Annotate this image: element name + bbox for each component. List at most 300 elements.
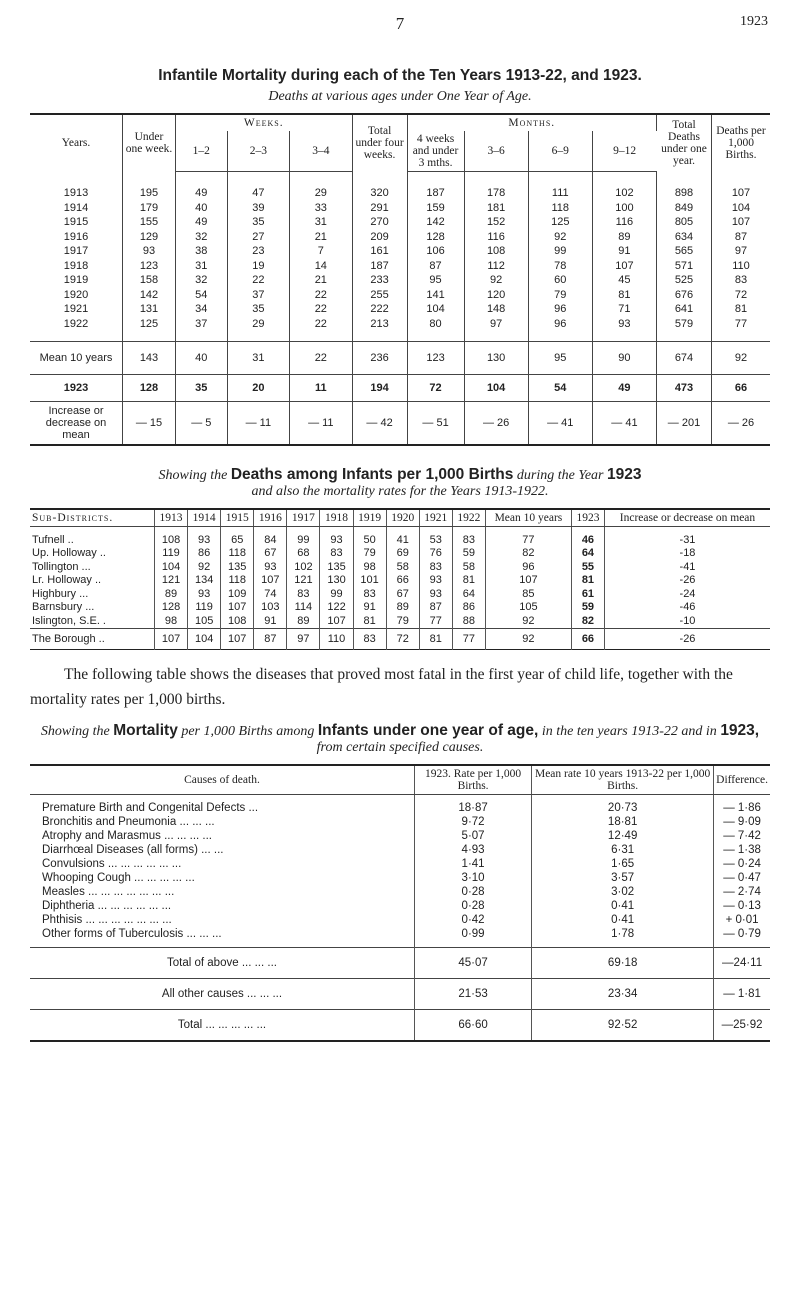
- table-cell: 4·93: [415, 843, 532, 857]
- table-cell: Tollington ...: [30, 560, 155, 574]
- table-cell: 58: [452, 560, 485, 574]
- table-cell: 134: [188, 574, 221, 588]
- table-cell: 805: [657, 215, 712, 230]
- table-row: [30, 527, 770, 547]
- table-cell: 76: [419, 547, 452, 561]
- table-cell: 38: [176, 244, 228, 259]
- col-header: 1917: [287, 509, 320, 527]
- table-cell: Atrophy and Marasmus ... ... ... ...: [30, 829, 415, 843]
- table-cell: 81: [353, 614, 386, 628]
- table-cell: — 2·74: [723, 886, 761, 898]
- table-cell: + 0·01: [725, 914, 759, 926]
- table-cell: 181: [464, 201, 528, 216]
- table-cell: 37: [176, 317, 228, 342]
- table-cell: 105: [485, 601, 571, 615]
- table-cell: 95: [528, 342, 592, 375]
- table-cell: 236: [352, 342, 407, 375]
- table-cell: 79: [353, 547, 386, 561]
- table-cell: 79: [386, 614, 419, 628]
- table-cell: 108: [464, 244, 528, 259]
- col-group-months: Months.: [407, 114, 656, 131]
- table-row: [30, 560, 770, 574]
- table-cell: 194: [352, 375, 407, 402]
- table-cell: 0·41: [532, 913, 714, 927]
- table-cell: — 9·09: [723, 816, 761, 828]
- table-cell: 105: [188, 614, 221, 628]
- table-cell: 116: [592, 215, 656, 230]
- table-cell: 93: [320, 527, 353, 547]
- table-cell: 97: [464, 317, 528, 342]
- caption-part: in the ten years 1913-22 and in: [541, 724, 717, 739]
- table-cell: 97: [734, 245, 748, 258]
- table-cell: 93: [188, 587, 221, 601]
- table-cell: 81: [571, 574, 604, 588]
- table-cell: 49: [176, 172, 228, 201]
- table-cell: Whooping Cough ... ... ... ... ...: [30, 871, 415, 885]
- table-cell: 22: [290, 317, 352, 342]
- table-cell: —25·92: [714, 1010, 770, 1042]
- table-cell: — 201: [657, 402, 712, 446]
- infantile-mortality-table: [30, 113, 770, 446]
- table-cell: 31: [176, 259, 228, 274]
- table-cell: 72: [407, 375, 464, 402]
- table-row: [30, 815, 770, 829]
- table-cell: 195: [123, 172, 176, 201]
- table-cell: 87: [407, 259, 464, 274]
- col-total-deaths: Total Deaths under one year.: [657, 114, 712, 172]
- table-cell: 68: [287, 547, 320, 561]
- table-cell: — 11: [290, 402, 352, 446]
- table-cell: 96: [528, 317, 592, 342]
- table-cell: 96: [485, 560, 571, 574]
- table-cell: 61: [571, 587, 604, 601]
- table-cell: 92: [712, 342, 771, 375]
- table-cell: 233: [352, 273, 407, 288]
- table-cell: 93: [254, 560, 287, 574]
- table-cell: 159: [407, 201, 464, 216]
- table-cell: 320: [352, 172, 407, 201]
- table-cell: 125: [123, 317, 176, 342]
- table-cell: 71: [592, 302, 656, 317]
- table-row: [30, 244, 770, 259]
- table-cell: 81: [734, 303, 748, 316]
- table-cell: 107: [731, 187, 751, 199]
- table-row: [30, 614, 770, 628]
- table-cell: — 1·81: [714, 979, 770, 1010]
- table-cell: —24·11: [714, 948, 770, 979]
- table-cell: 107: [254, 574, 287, 588]
- table-cell: 1918: [30, 259, 123, 274]
- table-cell: 78: [528, 259, 592, 274]
- table-row: [30, 857, 770, 871]
- table-cell: 98: [155, 614, 188, 628]
- table-cell: -18: [679, 547, 696, 560]
- page-number: 7: [395, 14, 405, 33]
- table-cell: 88: [452, 614, 485, 628]
- table-cell: 255: [352, 288, 407, 303]
- table-cell: 123: [407, 342, 464, 375]
- table-cell: 1913: [30, 172, 123, 201]
- table-cell: 108: [155, 527, 188, 547]
- table-cell: 21·53: [415, 979, 532, 1010]
- table-cell: 525: [657, 273, 712, 288]
- caption-part: per 1,000 Births among: [181, 724, 315, 739]
- table-cell: 82: [571, 614, 604, 628]
- col-header: 1918: [320, 509, 353, 527]
- table-cell: 0·42: [415, 913, 532, 927]
- table-cell: 77: [452, 628, 485, 650]
- table-cell: 571: [657, 259, 712, 274]
- table-row: [30, 927, 770, 948]
- caption-part: Showing the: [158, 468, 228, 483]
- table-cell: 22: [227, 273, 289, 288]
- table-cell: 80: [407, 317, 464, 342]
- intro-paragraph: The following table shows the diseases that proved most fatal in the first year of child life, together with the mortality rates per 1,000 births.: [30, 666, 733, 708]
- table-cell: 119: [155, 547, 188, 561]
- table-cell: 97: [287, 628, 320, 650]
- table-cell: 130: [464, 342, 528, 375]
- table-cell: 83: [452, 527, 485, 547]
- table-cell: 209: [352, 230, 407, 245]
- col-header: 1920: [386, 509, 419, 527]
- table-cell: 66: [386, 574, 419, 588]
- table-cell: 21: [290, 273, 352, 288]
- caption-part: 1923,: [720, 722, 760, 739]
- table-cell: 99: [320, 587, 353, 601]
- table-cell: Highbury ...: [30, 587, 155, 601]
- table-cell: The Borough ..: [30, 628, 155, 650]
- table-cell: 18·87: [415, 795, 532, 816]
- report-year: 1923: [740, 14, 768, 29]
- table-cell: Other forms of Tuberculosis ... ... ...: [30, 927, 415, 948]
- col-m912: 9–12: [592, 131, 656, 172]
- col-header: 1914: [188, 509, 221, 527]
- table-cell: Measles ... ... ... ... ... ... ...: [30, 885, 415, 899]
- table-cell: — 0·24: [723, 858, 761, 870]
- table2-caption: [30, 466, 770, 500]
- table-row: [30, 587, 770, 601]
- table-cell: 104: [731, 201, 751, 214]
- table-cell: 34: [176, 302, 228, 317]
- table-cell: 31: [290, 215, 352, 230]
- table-cell: 60: [528, 273, 592, 288]
- table-cell: 19: [227, 259, 289, 274]
- table-cell: Mean 10 years: [30, 342, 123, 375]
- table-row: [30, 317, 770, 342]
- table-cell: 270: [352, 215, 407, 230]
- table-cell: 67: [254, 547, 287, 561]
- table-cell: 128: [407, 230, 464, 245]
- col-years: Years.: [30, 114, 123, 172]
- table-cell: 81: [419, 628, 452, 650]
- table-cell: -26: [604, 628, 770, 650]
- table-cell: 100: [592, 201, 656, 216]
- table-cell: — 15: [123, 402, 176, 446]
- table-cell: 135: [320, 560, 353, 574]
- table-cell: — 1·38: [723, 844, 761, 856]
- table-cell: 1921: [30, 302, 123, 317]
- table-cell: 45·07: [415, 948, 532, 979]
- table-row: [30, 402, 770, 446]
- table-row: [30, 288, 770, 303]
- table-cell: 32: [176, 273, 228, 288]
- table-cell: 93: [419, 574, 452, 588]
- table-cell: 107: [592, 259, 656, 274]
- table-cell: 187: [352, 259, 407, 274]
- table-cell: 89: [386, 601, 419, 615]
- table-cell: 89: [592, 230, 656, 245]
- table-cell: 161: [352, 244, 407, 259]
- table-row: [30, 201, 770, 216]
- table-cell: Diarrhœal Diseases (all forms) ... ...: [30, 843, 415, 857]
- table-cell: 65: [221, 527, 254, 547]
- col-per-1000: Deaths per 1,000 Births.: [716, 125, 766, 162]
- table-cell: — 0·79: [723, 928, 761, 940]
- table-row: [30, 885, 770, 899]
- table-cell: — 5: [176, 402, 228, 446]
- col-header: 1916: [254, 509, 287, 527]
- table-cell: — 41: [528, 402, 592, 446]
- table-cell: 108: [221, 614, 254, 628]
- table-cell: 89: [287, 614, 320, 628]
- table-cell: Diphtheria ... ... ... ... ... ...: [30, 899, 415, 913]
- table-cell: 79: [528, 288, 592, 303]
- table-cell: 101: [353, 574, 386, 588]
- table-cell: 90: [592, 342, 656, 375]
- caption-part: Showing the: [40, 724, 110, 739]
- table-cell: 81: [452, 574, 485, 588]
- table-cell: 107: [320, 614, 353, 628]
- table-cell: 106: [407, 244, 464, 259]
- table-cell: Total ... ... ... ... ...: [30, 1010, 415, 1042]
- table-cell: 20: [227, 375, 289, 402]
- caption-part: from certain specified causes.: [316, 740, 484, 755]
- table-cell: — 42: [352, 402, 407, 446]
- subdistrict-rates-table: [30, 508, 770, 650]
- table-cell: 98: [353, 560, 386, 574]
- table-cell: Barnsbury ...: [30, 601, 155, 615]
- table-cell: 118: [528, 201, 592, 216]
- col-header: 1922: [452, 509, 485, 527]
- table-cell: 213: [352, 317, 407, 342]
- table-cell: 50: [353, 527, 386, 547]
- col-header: Mean rate 10 years 1913-22 per 1,000 Births.: [532, 765, 714, 795]
- table-cell: 155: [123, 215, 176, 230]
- table-row: [30, 230, 770, 245]
- col-w34: 3–4: [290, 131, 352, 172]
- table-cell: Tufnell ..: [30, 527, 155, 547]
- table-cell: 40: [176, 342, 228, 375]
- table-cell: 6·31: [532, 843, 714, 857]
- table-cell: 9·72: [415, 815, 532, 829]
- col-header: Causes of death.: [30, 765, 415, 795]
- table-cell: 32: [176, 230, 228, 245]
- table-cell: 12·49: [532, 829, 714, 843]
- table-cell: 40: [176, 201, 228, 216]
- table-cell: 22: [290, 288, 352, 303]
- table-cell: 27: [227, 230, 289, 245]
- table-cell: 83: [734, 274, 748, 287]
- table-cell: 3·10: [415, 871, 532, 885]
- table-cell: 83: [353, 628, 386, 650]
- table-cell: 5·07: [415, 829, 532, 843]
- col-m4w3: 4 weeks and under 3 mths.: [407, 131, 464, 172]
- table-cell: 69: [386, 547, 419, 561]
- table-cell: — 26: [712, 402, 771, 446]
- causes-of-death-table: [30, 764, 770, 1042]
- table-cell: 116: [464, 230, 528, 245]
- table-cell: 83: [353, 587, 386, 601]
- table-cell: 123: [123, 259, 176, 274]
- table-cell: Up. Holloway ..: [30, 547, 155, 561]
- table-cell: — 26: [464, 402, 528, 446]
- table-cell: -46: [679, 601, 696, 614]
- caption-part: Mortality: [113, 722, 178, 739]
- table-cell: -24: [679, 587, 696, 600]
- table-cell: 66: [571, 628, 604, 650]
- table-cell: 3·57: [532, 871, 714, 885]
- table-cell: 35: [227, 215, 289, 230]
- table-cell: 58: [386, 560, 419, 574]
- col-header: Mean 10 years: [485, 509, 571, 527]
- table-cell: 676: [657, 288, 712, 303]
- table-cell: 119: [188, 601, 221, 615]
- table-cell: 92: [485, 628, 571, 650]
- table-cell: 29: [227, 317, 289, 342]
- table-cell: 118: [221, 574, 254, 588]
- table-cell: 64: [571, 547, 604, 561]
- col-header: Increase or decrease on mean: [604, 509, 770, 527]
- table-cell: 110: [732, 259, 750, 272]
- table-cell: 0·99: [415, 927, 532, 948]
- table-cell: 148: [464, 302, 528, 317]
- table-cell: 20·73: [532, 795, 714, 816]
- table-cell: 104: [188, 628, 221, 650]
- table-cell: 565: [657, 244, 712, 259]
- table-cell: 14: [290, 259, 352, 274]
- table1-subtitle: Deaths at various ages under One Year of Age.: [268, 89, 532, 104]
- table-row: [30, 375, 770, 402]
- table-cell: 92: [528, 230, 592, 245]
- table-cell: — 11: [227, 402, 289, 446]
- table-cell: — 41: [592, 402, 656, 446]
- table-cell: Premature Birth and Congenital Defects ...: [30, 795, 415, 816]
- table-cell: 0·41: [532, 899, 714, 913]
- table-cell: — 0·13: [723, 900, 761, 912]
- table-cell: 141: [407, 288, 464, 303]
- col-m69: 6–9: [528, 131, 592, 172]
- table-cell: 37: [227, 288, 289, 303]
- caption-part: Deaths among Infants per 1,000 Births: [230, 466, 514, 483]
- table-row: [30, 628, 770, 650]
- table-cell: 54: [528, 375, 592, 402]
- table-cell: 92·52: [532, 1010, 714, 1042]
- table-cell: -26: [679, 574, 696, 587]
- table-cell: 579: [657, 317, 712, 342]
- table-row: [30, 899, 770, 913]
- table-row: [30, 574, 770, 588]
- table-cell: 1922: [30, 317, 123, 342]
- caption-part: during the Year: [516, 468, 604, 483]
- table-row: [30, 829, 770, 843]
- table-cell: 66·60: [415, 1010, 532, 1042]
- table-cell: Lr. Holloway ..: [30, 574, 155, 588]
- table-cell: 118: [221, 547, 254, 561]
- table-cell: 95: [407, 273, 464, 288]
- table-cell: 0·28: [415, 899, 532, 913]
- col-total-four-weeks: Total under four weeks.: [352, 114, 407, 172]
- table-cell: 1919: [30, 273, 123, 288]
- table-cell: 129: [123, 230, 176, 245]
- table-cell: 107: [221, 601, 254, 615]
- table-cell: 1923: [30, 375, 123, 402]
- table-cell: 291: [352, 201, 407, 216]
- table-row: [30, 913, 770, 927]
- table-cell: 77: [734, 317, 748, 330]
- table-cell: 64: [452, 587, 485, 601]
- table-cell: 1917: [30, 244, 123, 259]
- table-cell: 107: [155, 628, 188, 650]
- table-cell: 92: [188, 560, 221, 574]
- table-cell: 93: [592, 317, 656, 342]
- table-cell: 91: [254, 614, 287, 628]
- col-group-weeks: Weeks.: [176, 114, 353, 131]
- table-cell: 1·41: [415, 857, 532, 871]
- table-cell: 121: [155, 574, 188, 588]
- table-cell: 46: [571, 527, 604, 547]
- table-cell: 125: [528, 215, 592, 230]
- table-cell: 77: [485, 527, 571, 547]
- table-row: [30, 1010, 770, 1042]
- table-cell: 114: [287, 601, 320, 615]
- table1-title: Infantile Mortality during each of the Ten Years 1913-22, and 1923.: [158, 67, 642, 84]
- table-cell: 898: [657, 172, 712, 201]
- table-cell: 0·28: [415, 885, 532, 899]
- table-row: [30, 871, 770, 885]
- table-cell: 130: [320, 574, 353, 588]
- table-row: [30, 259, 770, 274]
- table-row: [30, 601, 770, 615]
- table-cell: 22: [290, 342, 352, 375]
- table-cell: 93: [123, 244, 176, 259]
- table-cell: 83: [287, 587, 320, 601]
- table-cell: 99: [528, 244, 592, 259]
- table-cell: 104: [464, 375, 528, 402]
- table-cell: — 0·47: [723, 872, 761, 884]
- table-cell: 104: [155, 560, 188, 574]
- table-cell: 1920: [30, 288, 123, 303]
- table-cell: 131: [123, 302, 176, 317]
- table-cell: 1916: [30, 230, 123, 245]
- table-cell: 93: [419, 587, 452, 601]
- table-cell: 107: [221, 628, 254, 650]
- col-header: Difference.: [714, 765, 770, 795]
- table-cell: 1·78: [532, 927, 714, 948]
- table-cell: 222: [352, 302, 407, 317]
- table-cell: 86: [188, 547, 221, 561]
- table-cell: Convulsions ... ... ... ... ... ...: [30, 857, 415, 871]
- table-cell: 92: [485, 614, 571, 628]
- table-cell: 142: [123, 288, 176, 303]
- table-cell: 49: [592, 375, 656, 402]
- table-cell: 85: [485, 587, 571, 601]
- col-header: 1923: [571, 509, 604, 527]
- table-cell: 112: [464, 259, 528, 274]
- table-cell: 109: [221, 587, 254, 601]
- table-cell: Phthisis ... ... ... ... ... ... ...: [30, 913, 415, 927]
- caption-part: and also the mortality rates for the Years 1913-1922.: [251, 484, 549, 499]
- table-cell: 87: [254, 628, 287, 650]
